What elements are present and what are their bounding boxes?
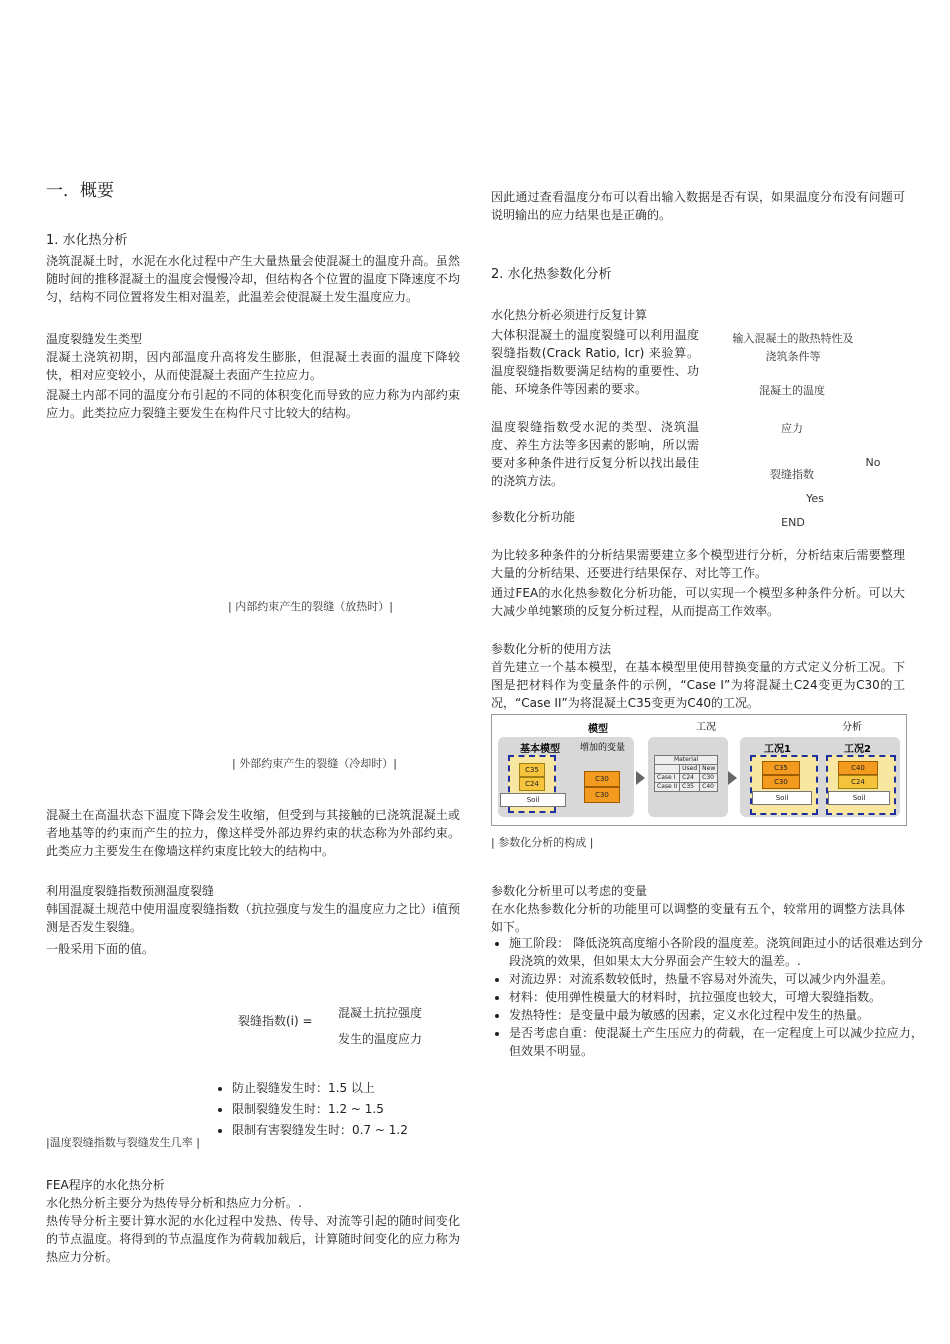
list-item: • 限制有害裂缝发生时：0.7 ~ 1.2 <box>232 1120 492 1141</box>
diagram-title-analysis: 分析 <box>842 722 862 733</box>
base-c35-block: C35 <box>519 763 545 777</box>
case1-soil-block: Soil <box>752 791 812 805</box>
fea-title: FEA程序的水化热分析 <box>46 1178 165 1192</box>
flow-end: END <box>781 516 805 529</box>
base-c24-block: C24 <box>519 777 545 791</box>
flow-yes: Yes <box>806 492 824 505</box>
heading-hydration-analysis: 1. 水化热分析 <box>46 233 128 248</box>
predict-title: 利用温度裂缝指数预测温度裂缝 <box>46 884 215 898</box>
diagram-caption: | 参数化分析的构成 | <box>491 836 594 849</box>
formula-lhs: 裂缝指数(i) = <box>238 1014 313 1028</box>
base-soil-block: Soil <box>500 793 566 807</box>
case2-c40-block: C40 <box>838 761 878 775</box>
paragraph-crack-types-1: 混凝土浇筑初期，因内部温度升高将发生膨胀，但混凝土表面的温度下降较快，相对应变较小，从而使混凝土表面产生拉应力。 <box>46 350 460 382</box>
case-table-cell: Case II <box>655 783 680 792</box>
added-c40-block: C30 <box>584 787 620 803</box>
flow-input: 输入混凝土的散热特性及浇筑条件等 <box>732 332 854 363</box>
case2-label: 工况2 <box>844 744 871 755</box>
parametric-diagram <box>491 714 907 826</box>
section-title: 一．概要 <box>46 181 114 201</box>
usage-title: 参数化分析的使用方法 <box>491 642 612 656</box>
list-item: • 发热特性：是变量中最为敏感的因素，定义水化过程中发生的热量。 <box>509 1006 923 1024</box>
flow-stress: 应力 <box>781 422 803 435</box>
paragraph-compare: 为比较多种条件的分析结果需要建立多个模型进行分析，分析结束后需要整理大量的分析结果、还要进行结果保存、对比等工作。 <box>491 548 905 580</box>
case-table-cell: C24 <box>680 774 700 783</box>
flow-no: No <box>865 456 881 469</box>
flow-crack-index: 裂缝指数 <box>770 468 814 481</box>
case-table-col-used: Used <box>680 765 700 774</box>
case1-c35-block: C35 <box>762 761 800 775</box>
diagram-title-model: 模型 <box>588 724 608 735</box>
param-func-title: 参数化分析功能 <box>491 510 576 524</box>
case1-c30-block: C30 <box>762 775 800 789</box>
paragraph-vars: 在水化热参数化分析的功能里可以调整的变量有五个，较常用的调整方法具体如下。 <box>491 902 905 934</box>
base-model-label: 基本模型 <box>520 744 560 755</box>
paragraph-external-restraint: 混凝土在高温状态下温度下降会发生收缩，但受到与其接触的已浇筑混凝土或者地基等的约束而产生的拉力，像这样受外部边界约束的状态称为外部约束。此类应力主要发生在像墙这样约束度比较大的结构中。 <box>46 808 460 858</box>
list-item: • 限制裂缝发生时：1.2 ~ 1.5 <box>232 1099 492 1120</box>
paragraph-fea-1: 水化热分析主要分为热传导分析和热应力分析。. <box>46 1196 302 1210</box>
values-caption: |温度裂缝指数与裂缝发生几率 | <box>46 1136 200 1149</box>
formula-numerator: 混凝土抗拉强度 <box>338 1006 423 1020</box>
case-table-cell: C35 <box>680 783 700 792</box>
crack-index-values <box>214 1078 492 1141</box>
paragraph-usage: 首先建立一个基本模型，在基本模型里使用替换变量的方式定义分析工况。下图是把材料作为变量条件的示例，“Case I”为将混凝土C24变更为C30的工况，“Case II”为将混凝土C35变更为C40的工况。 <box>491 660 905 710</box>
case2-c24-block: C24 <box>838 775 878 789</box>
added-c30-block: C30 <box>584 771 620 787</box>
crack-types-title: 温度裂缝发生类型 <box>46 332 143 346</box>
paragraph-predict-2: 一般采用下面的值。 <box>46 942 155 956</box>
list-item: • 材料：使用弹性模量大的材料时，抗拉强度也较大，可增大裂缝指数。 <box>509 988 923 1006</box>
paragraph-predict-1: 韩国混凝土规范中使用温度裂缝指数（抗拉强度与发生的温度应力之比）i值预测是否发生裂缝。 <box>46 902 460 934</box>
arrow-1-icon <box>636 771 645 785</box>
list-item: • 施工阶段： 降低浇筑高度缩小各阶段的温度差。浇筑间距过小的话很难达到分段浇筑的效果，但如果太大分界面会产生较大的温差。. <box>509 934 923 970</box>
diagram-title-case: 工况 <box>696 722 716 733</box>
list-item: • 是否考虑自重：使混凝土产生压应力的荷载，在一定程度上可以减少拉应力，但效果不明显。 <box>509 1024 923 1060</box>
repeat-title: 水化热分析必须进行反复计算 <box>491 308 648 322</box>
case2-soil-block: Soil <box>828 791 890 805</box>
figure-caption-external: | 外部约束产生的裂缝（冷却时）| <box>232 757 397 770</box>
case-table-header: Material <box>655 756 718 765</box>
paragraph-fea-2: 热传导分析主要计算水泥的水化过程中发热、传导、对流等引起的随时间变化的节点温度。将得到的节点温度作为荷载加载后，计算随时间变化的应力称为热应力分析。 <box>46 1214 460 1264</box>
paragraph-factor: 温度裂缝指数受水泥的类型、浇筑温度、养生方法等多因素的影响，所以需要对多种条件进行反复分析以找出最佳的浇筑方法。 <box>491 420 699 488</box>
added-var-label: 增加的变量 <box>580 743 626 753</box>
case-table <box>654 755 718 792</box>
list-item: • 防止裂缝发生时：1.5 以上 <box>232 1078 492 1099</box>
heading-parametric-analysis: 2. 水化热参数化分析 <box>491 267 612 282</box>
formula-denominator: 发生的温度应力 <box>338 1032 423 1046</box>
flow-temperature: 混凝土的温度 <box>759 384 825 397</box>
case-table-cell: C30 <box>700 774 718 783</box>
paragraph-right-intro: 因此通过查看温度分布可以看出输入数据是否有误，如果温度分布没有问题可说明输出的应力结果也是正确的。 <box>491 190 905 222</box>
paragraph-crack-types-2: 混凝土内部不同的温度分布引起的不同的体积变化而导致的应力称为内部约束应力。此类拉应力裂缝主要发生在构件尺寸比较大的结构。 <box>46 388 460 420</box>
case-table-col-new: New <box>700 765 718 774</box>
case-table-cell: C40 <box>700 783 718 792</box>
figure-caption-internal: | 内部约束产生的裂缝（放热时）| <box>228 600 393 613</box>
paragraph-repeat: 大体积混凝土的温度裂缝可以利用温度裂缝指数(Crack Ratio, Icr) 来验算。温度裂缝指数要满足结构的重要性、功能、环境条件等因素的要求。 <box>491 328 699 396</box>
vars-title: 参数化分析里可以考虑的变量 <box>491 884 648 898</box>
paragraph-fea-parametric: 通过FEA的水化热参数化分析功能，可以实现一个模型多种条件分析。可以大大减少单纯繁琐的反复分析过程，从而提高工作效率。 <box>491 586 905 618</box>
case-table-cell: Case I <box>655 774 680 783</box>
case1-label: 工况1 <box>764 744 791 755</box>
list-item: • 对流边界：对流系数较低时，热量不容易对外流失，可以减少内外温差。 <box>509 970 923 988</box>
paragraph-hydration-intro: 浇筑混凝土时，水泥在水化过程中产生大量热量会使混凝土的温度升高。虽然随时间的推移混凝土的温度会慢慢冷却，但结构各个位置的温度下降速度不均匀，结构不同位置将发生相对温差，此温差会使混凝土发生温度应力。 <box>46 254 460 304</box>
vars-list <box>491 934 923 1060</box>
arrow-2-icon <box>728 771 737 785</box>
